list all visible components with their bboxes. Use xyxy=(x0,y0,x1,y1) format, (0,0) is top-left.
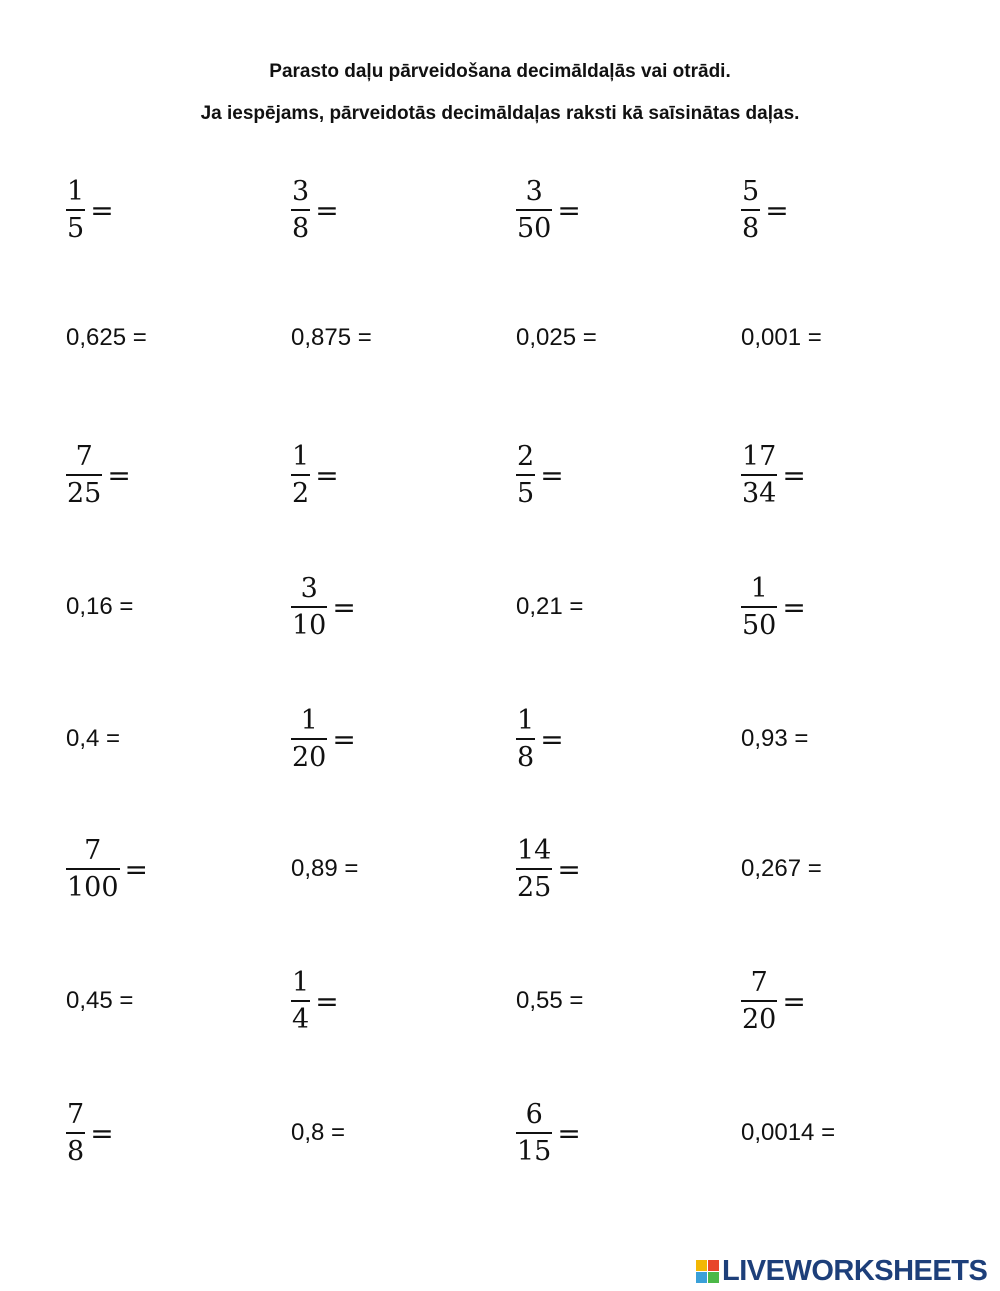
decimal-expression: 0,001 = xyxy=(741,324,822,351)
fraction xyxy=(291,574,327,641)
decimal-expression: 0,267 = xyxy=(741,855,822,882)
equals-sign: = xyxy=(540,458,564,492)
fraction-denominator: 8 xyxy=(742,212,760,244)
fraction-numerator: 2 xyxy=(517,440,535,472)
equals-sign: = xyxy=(107,458,131,492)
equals-sign: = xyxy=(315,193,339,227)
exercise-item xyxy=(291,956,339,1046)
fraction-numerator: 7 xyxy=(75,440,93,472)
fraction-denominator: 5 xyxy=(67,212,85,244)
fraction xyxy=(66,1100,85,1167)
fraction xyxy=(291,177,310,244)
fraction-numerator: 1 xyxy=(300,704,318,736)
equals-sign: = xyxy=(90,1116,114,1150)
worksheet-title: Parasto daļu pārveidošana decimāldaļās vai otrādi. xyxy=(269,61,731,82)
fraction-denominator: 20 xyxy=(742,1003,777,1035)
fraction-denominator: 8 xyxy=(292,212,310,244)
decimal-expression: 0,45 = xyxy=(66,987,134,1014)
exercise-item xyxy=(741,293,822,383)
fraction-numerator: 7 xyxy=(750,966,768,998)
exercise-item xyxy=(66,165,114,255)
fraction-numerator: 7 xyxy=(84,834,102,866)
fraction xyxy=(516,1100,552,1167)
fraction-denominator: 10 xyxy=(292,609,327,641)
exercise-item xyxy=(741,562,806,652)
decimal-expression: 0,875 = xyxy=(291,324,372,351)
fraction-numerator: 5 xyxy=(742,175,760,207)
decimal-expression: 0,93 = xyxy=(741,725,809,752)
exercise-item xyxy=(741,165,789,255)
exercise-item xyxy=(516,694,564,784)
exercise-item xyxy=(66,1088,114,1178)
fraction-numerator: 17 xyxy=(742,440,777,472)
exercise-item xyxy=(741,824,822,914)
liveworksheets-logo xyxy=(696,1256,987,1286)
fraction-numerator: 3 xyxy=(292,175,310,207)
equals-sign: = xyxy=(782,590,806,624)
fraction-denominator: 50 xyxy=(742,609,777,641)
exercise-item xyxy=(741,694,808,784)
fraction-denominator: 25 xyxy=(517,871,552,903)
exercise-item xyxy=(741,430,806,520)
equals-sign: = xyxy=(315,458,339,492)
equals-sign: = xyxy=(765,193,789,227)
fraction-denominator: 8 xyxy=(67,1135,85,1167)
exercise-item xyxy=(516,956,583,1046)
fraction-denominator: 15 xyxy=(517,1135,552,1167)
equals-sign: = xyxy=(557,1116,581,1150)
exercise-item xyxy=(291,293,372,383)
exercise-item xyxy=(66,430,131,520)
fraction-denominator: 4 xyxy=(292,1003,310,1035)
exercise-item xyxy=(291,165,339,255)
exercise-item xyxy=(66,293,147,383)
exercise-item xyxy=(291,824,358,914)
exercise-item xyxy=(516,430,564,520)
equals-sign: = xyxy=(332,722,356,756)
decimal-expression: 0,21 = xyxy=(516,593,584,620)
fraction-numerator: 3 xyxy=(525,175,543,207)
exercise-item xyxy=(291,562,356,652)
fraction-numerator: 1 xyxy=(750,572,768,604)
fraction-denominator: 50 xyxy=(517,212,552,244)
equals-sign: = xyxy=(90,193,114,227)
decimal-expression: 0,8 = xyxy=(291,1119,346,1146)
exercise-item xyxy=(516,165,581,255)
fraction xyxy=(516,177,552,244)
fraction xyxy=(741,968,777,1035)
decimal-expression: 0,16 = xyxy=(66,593,134,620)
fraction xyxy=(66,442,102,509)
fraction-denominator: 5 xyxy=(517,477,535,509)
fraction-numerator: 7 xyxy=(67,1098,85,1130)
equals-sign: = xyxy=(557,852,581,886)
decimal-expression: 0,89 = xyxy=(291,855,359,882)
decimal-expression: 0,4 = xyxy=(66,725,121,752)
fraction-denominator: 8 xyxy=(517,741,535,773)
fraction-numerator: 1 xyxy=(292,440,310,472)
fraction xyxy=(516,442,535,509)
fraction xyxy=(66,177,85,244)
decimal-expression: 0,0014 = xyxy=(741,1119,836,1146)
fraction-denominator: 20 xyxy=(292,741,327,773)
fraction xyxy=(741,442,777,509)
logo-blocks-icon xyxy=(696,1260,719,1283)
fraction-numerator: 1 xyxy=(67,175,85,207)
exercise-item xyxy=(516,562,583,652)
equals-sign: = xyxy=(124,852,149,886)
fraction-numerator: 6 xyxy=(525,1098,543,1130)
equals-sign: = xyxy=(332,590,356,624)
decimal-expression: 0,625 = xyxy=(66,324,147,351)
decimal-expression: 0,55 = xyxy=(516,987,584,1014)
fraction xyxy=(291,442,310,509)
fraction-numerator: 14 xyxy=(517,834,552,866)
fraction xyxy=(66,836,120,903)
equals-sign: = xyxy=(782,984,806,1018)
exercise-item xyxy=(66,824,148,914)
fraction-denominator: 100 xyxy=(67,871,119,903)
decimal-expression: 0,025 = xyxy=(516,324,597,351)
exercise-item xyxy=(741,956,806,1046)
exercise-item xyxy=(66,694,120,784)
fraction xyxy=(291,706,327,773)
equals-sign: = xyxy=(540,722,564,756)
fraction xyxy=(516,836,552,903)
exercise-item xyxy=(291,694,356,784)
fraction-numerator: 3 xyxy=(300,572,318,604)
fraction-numerator: 1 xyxy=(292,966,310,998)
fraction-numerator: 1 xyxy=(517,704,535,736)
equals-sign: = xyxy=(557,193,581,227)
fraction xyxy=(291,968,310,1035)
fraction-denominator: 34 xyxy=(742,477,777,509)
exercise-item xyxy=(516,824,581,914)
exercise-item xyxy=(66,956,133,1046)
exercise-item xyxy=(66,562,133,652)
exercise-item xyxy=(741,1088,835,1178)
logo-text: LIVEWORKSHEETS xyxy=(722,1254,988,1287)
fraction xyxy=(741,177,760,244)
fraction xyxy=(741,574,777,641)
fraction-denominator: 2 xyxy=(292,477,310,509)
equals-sign: = xyxy=(315,984,339,1018)
worksheet-instruction: Ja iespējams, pārveidotās decimāldaļas raksti kā saīsinātas daļas. xyxy=(200,103,800,124)
exercise-item xyxy=(291,430,339,520)
fraction xyxy=(516,706,535,773)
equals-sign: = xyxy=(782,458,806,492)
fraction-denominator: 25 xyxy=(67,477,102,509)
exercise-item xyxy=(516,293,597,383)
exercise-item xyxy=(516,1088,581,1178)
exercise-item xyxy=(291,1088,345,1178)
